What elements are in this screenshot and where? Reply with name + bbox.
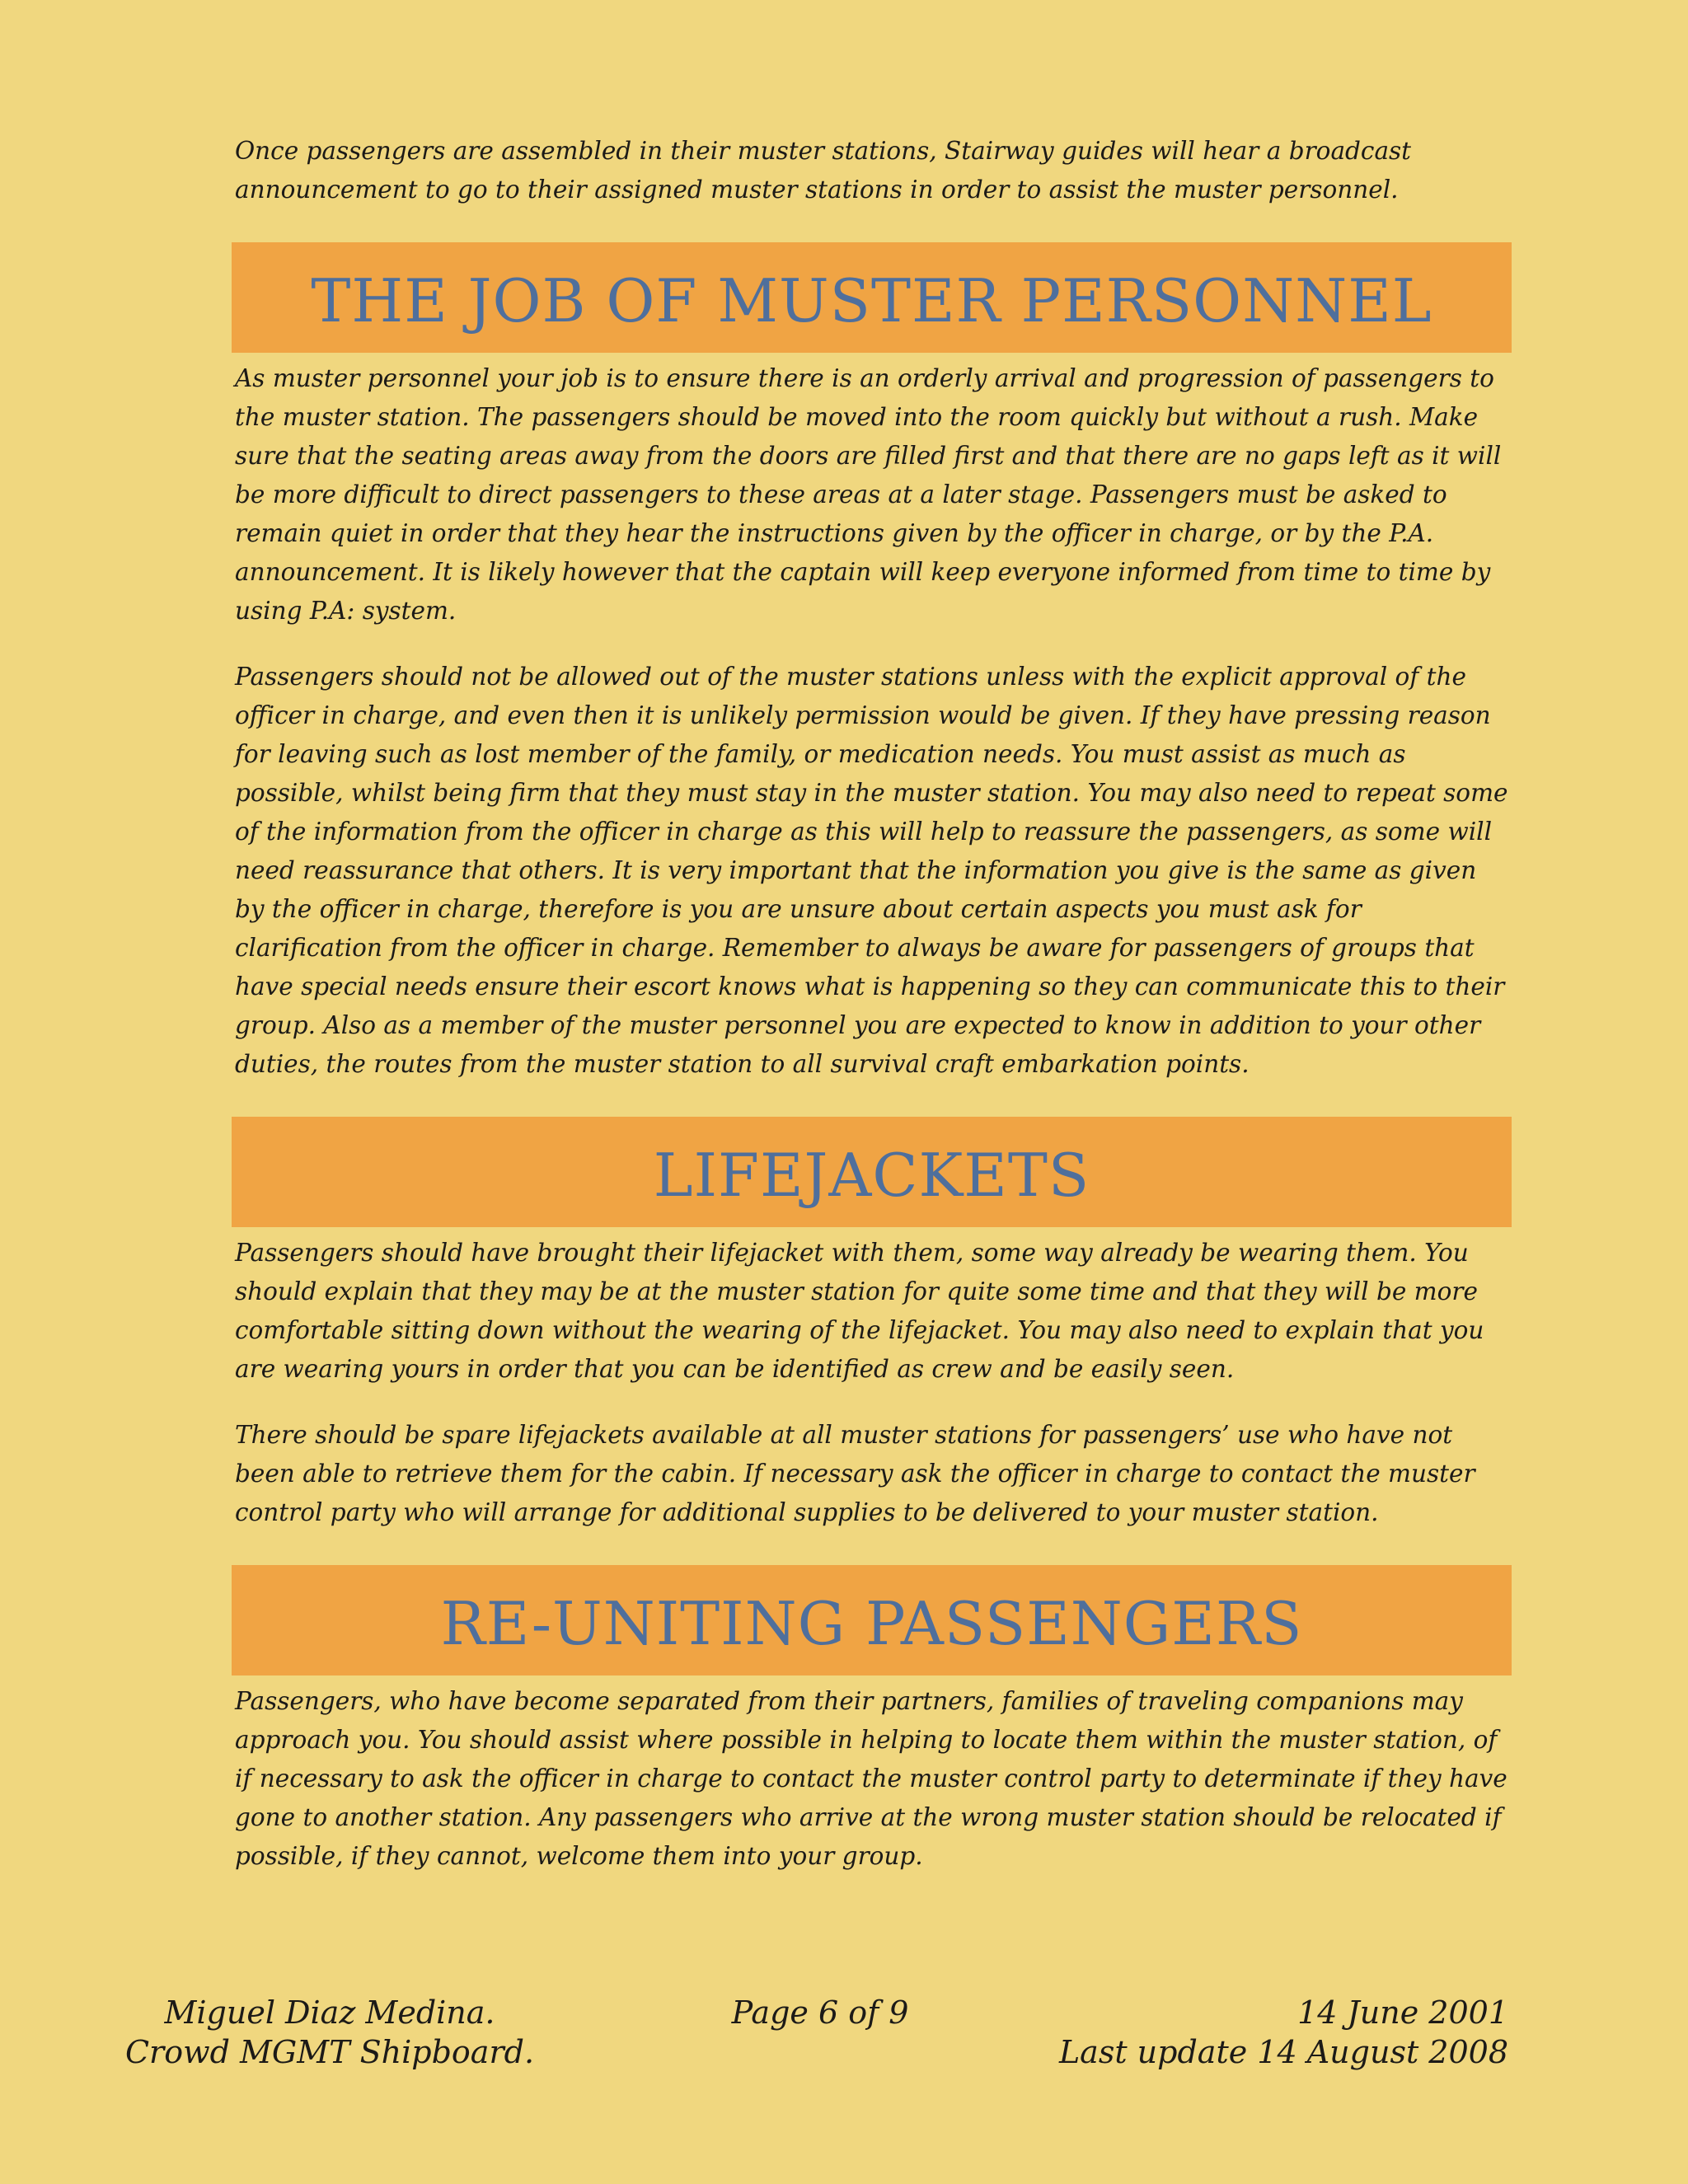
footer-author: Miguel Diaz Medina. — [164, 1994, 495, 2031]
footer-document-title: Crowd MGMT Shipboard. — [124, 2034, 535, 2070]
footer-right — [1014, 1993, 1508, 2072]
footer-page-number: Page 6 of 9 — [731, 1994, 909, 2031]
section-heading-lifejackets: LIFEJACKETS — [232, 1117, 1512, 1227]
lifejackets-paragraph-1: Passengers should have brought their lifejacket with them, some way already be wearing them. You should explain that they may be at the muster station for quite some time and that they will be more comfortable sitting down without the wearing of the lifejacket. You may also need to explain that you are wearing yours in order that you can be identified as crew and be easily seen. — [235, 1239, 1484, 1383]
reuniting-paragraph-1: Passengers, who have become separated from their partners, families of traveling companions may approach you. You should assist where possible in helping to locate them within the muster station, of if necessary to ask the officer in charge to contact the muster control party to determinate if they have gone to another station. Any passengers who arrive at the wrong muster station should be relocated if possible, if they cannot, welcome them into your group. — [235, 1687, 1507, 1870]
section-heading-muster-personnel: THE JOB OF MUSTER PERSONNEL — [232, 242, 1512, 353]
footer-center — [635, 1993, 1006, 2032]
footer-date: 14 June 2001 — [1297, 1994, 1508, 2031]
muster-personnel-paragraph-2: Passengers should not be allowed out of the muster stations unless with the explicit approval of the officer in charge, and even then it is unlikely permission would be given. If they have pressing reason for leaving such as lost member of the family, or medication needs. You must assist as much as possible, whilst being firm that they must stay in the muster station. You may also need to repeat some of the information from the officer in charge as this will help to reassure the passengers, as some will need reassurance that others. It is very important that the information you give is the same as given by the officer in charge, therefore is you are unsure about certain aspects you must ask for clarification from the officer in charge. Remember to always be aware for passengers of groups that have special needs ensure their escort knows what is happening so they can communicate this to their group. Also as a member of the muster personnel you are expected to know in addition to your other duties, the routes from the muster station to all survival craft embarkation points. — [235, 663, 1508, 1078]
footer-left — [115, 1993, 544, 2072]
intro-paragraph: Once passengers are assembled in their muster stations, Stairway guides will hear a broadcast announcement to go to their assigned muster stations in order to assist the muster personnel. — [235, 137, 1412, 204]
page-content — [235, 132, 1508, 1876]
section-heading-reuniting-passengers: RE-UNITING PASSENGERS — [232, 1565, 1512, 1675]
muster-personnel-paragraph-1: As muster personnel your job is to ensure there is an orderly arrival and progression of passengers to the muster station. The passengers should be moved into the room quickly but without a rush. Make sure that the seating areas away from the doors are filled first and that there are no gaps left as it will be more difficult to direct passengers to these areas at a later stage. Passengers must be asked to remain quiet in order that they hear the instructions given by the officer in charge, or by the P.A. announcement. It is likely however that the captain will keep everyone informed from time to time by using P.A: system. — [235, 364, 1502, 625]
lifejackets-paragraph-2: There should be spare lifejackets available at all muster stations for passengers’ use who have not been able to retrieve them for the cabin. If necessary ask the officer in charge to contact the muster control party who will arrange for additional supplies to be delivered to your muster station. — [235, 1421, 1475, 1526]
footer-last-update: Last update 14 August 2008 — [1058, 2034, 1508, 2070]
